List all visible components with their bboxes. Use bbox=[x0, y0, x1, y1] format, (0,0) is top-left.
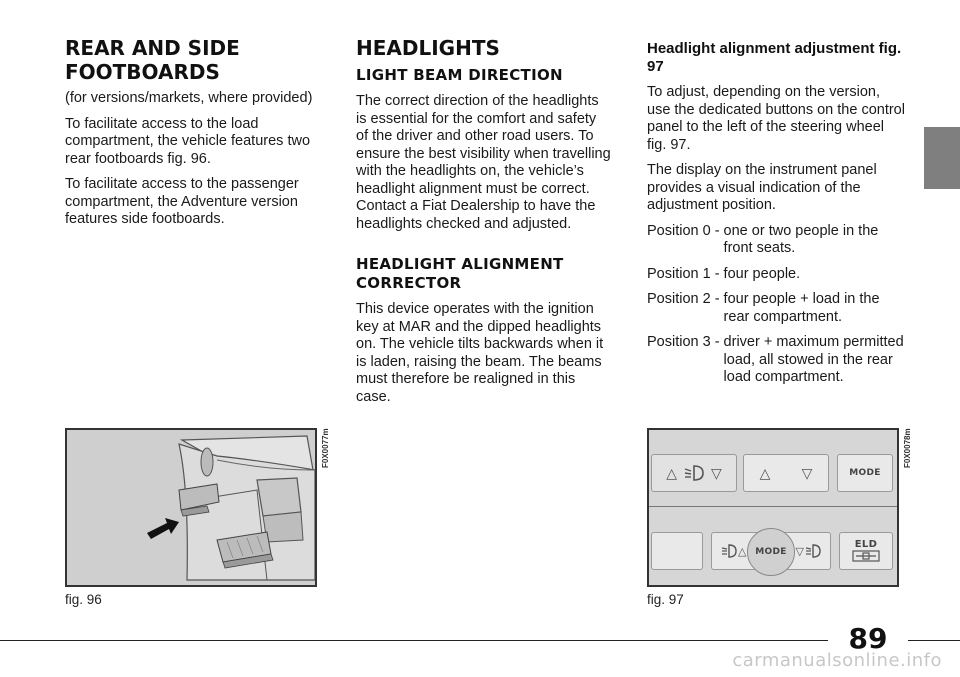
figure-96-caption: fig. 96 bbox=[65, 592, 102, 607]
mode-knob[interactable] bbox=[747, 528, 795, 576]
down-arrow-icon: ▽ bbox=[801, 464, 813, 481]
headlight-beam-icon bbox=[681, 464, 707, 482]
paragraph-rear-footboards: To facilitate access to the load compartment, the vehicle features two rear footboards fig. 96. bbox=[65, 115, 311, 167]
heading-light-beam-direction: LIGHT BEAM DIRECTION bbox=[356, 66, 563, 84]
position-1-text: four people. bbox=[723, 265, 801, 282]
up-arrow-icon: △ bbox=[759, 464, 771, 481]
page-number: 89 bbox=[848, 622, 888, 655]
position-0-label: Position 0 - bbox=[647, 222, 720, 239]
headlight-down-group bbox=[796, 544, 822, 558]
figure-96-rear-footboards bbox=[65, 428, 317, 587]
paragraph-side-footboards: To facilitate access to the passenger compartment, the Adventure version features side footboards. bbox=[65, 176, 299, 227]
paragraph-adjust-instructions: To adjust, depending on the version, use the dedicated buttons on the control panel to the left of the steering wheel fig. 97. bbox=[647, 84, 905, 153]
down-arrow-icon: ▽ bbox=[711, 464, 722, 481]
position-0-text: one or two people in the front seats. bbox=[723, 222, 879, 256]
up-arrow-icon: △ bbox=[666, 464, 677, 481]
figure-97-caption: fig. 97 bbox=[647, 592, 684, 607]
mode-button-top[interactable] bbox=[837, 454, 893, 492]
eld-button[interactable] bbox=[839, 532, 893, 570]
position-0-item bbox=[647, 223, 907, 258]
paragraph-display-indication: The display on the instrument panel provides a visual indication of the adjustment position. bbox=[647, 162, 877, 213]
position-3-text: driver + maximum permitted load, all stowed in the rear load compartment. bbox=[723, 334, 904, 385]
figure-97-control-panel bbox=[647, 428, 899, 587]
headlight-beam-icon bbox=[804, 544, 822, 558]
position-2-item bbox=[647, 291, 907, 326]
heading-headlight-alignment-corrector: HEADLIGHT ALIGNMENT CORRECTOR bbox=[356, 255, 564, 292]
differential-lock-icon bbox=[852, 550, 880, 562]
position-1-label: Position 1 - bbox=[647, 265, 720, 282]
blank-button[interactable] bbox=[651, 532, 703, 570]
position-3-label: Position 3 - bbox=[647, 334, 720, 350]
heading-headlights: HEADLIGHTS bbox=[356, 36, 500, 60]
heading-rear-side-footboards: REAR AND SIDE FOOTBOARDS bbox=[65, 36, 240, 84]
column-headlights bbox=[356, 36, 611, 414]
headlight-adjust-button-top[interactable] bbox=[651, 454, 737, 492]
figure-97-code: F0X0078m bbox=[903, 428, 912, 468]
headlight-up-group bbox=[720, 544, 746, 558]
up-arrow-icon: △ bbox=[738, 545, 747, 558]
heading-headlight-alignment-adjustment: Headlight alignment adjustment fig. 97 bbox=[647, 40, 902, 75]
chapter-tab-marker bbox=[924, 127, 960, 189]
position-2-text: four people + load in the rear compartment. bbox=[723, 291, 880, 325]
mode-label: MODE bbox=[849, 468, 881, 478]
footer-rule bbox=[0, 640, 960, 641]
headlight-beam-icon bbox=[720, 544, 738, 558]
up-down-button-top[interactable] bbox=[743, 454, 829, 492]
mode-knob-label: MODE bbox=[755, 547, 787, 557]
column-headlight-adjustment bbox=[647, 36, 907, 395]
paragraph-availability: (for versions/markets, where provided) bbox=[65, 90, 313, 106]
down-arrow-icon: ▽ bbox=[795, 545, 804, 558]
panel-divider bbox=[649, 506, 897, 507]
figure-96-code: F0X0077m bbox=[321, 428, 330, 468]
position-3-item bbox=[647, 334, 907, 387]
rear-footboard-illustration bbox=[67, 430, 315, 585]
paragraph-light-beam-direction: The correct direction of the headlights is essential for the comfort and safety of the driver and other road users. To ensure the best visibility when travelling with the headlights on, the vehicle’s headlight alignment must be correct. Contact a Fiat Dealership to have the headlights checked and adjusted. bbox=[356, 93, 611, 232]
column-rear-side-footboards bbox=[65, 36, 320, 237]
position-1-item bbox=[647, 266, 907, 284]
position-2-label: Position 2 - bbox=[647, 291, 720, 307]
site-watermark: carmanualsonline.info bbox=[732, 650, 942, 671]
eld-label: ELD bbox=[854, 539, 878, 550]
paragraph-headlight-alignment-corrector: This device operates with the ignition key at MAR and the dipped headlights on. The vehicle tilts backwards when it is laden, raising the beam. The beams must therefore be realigned in this case. bbox=[356, 301, 604, 405]
